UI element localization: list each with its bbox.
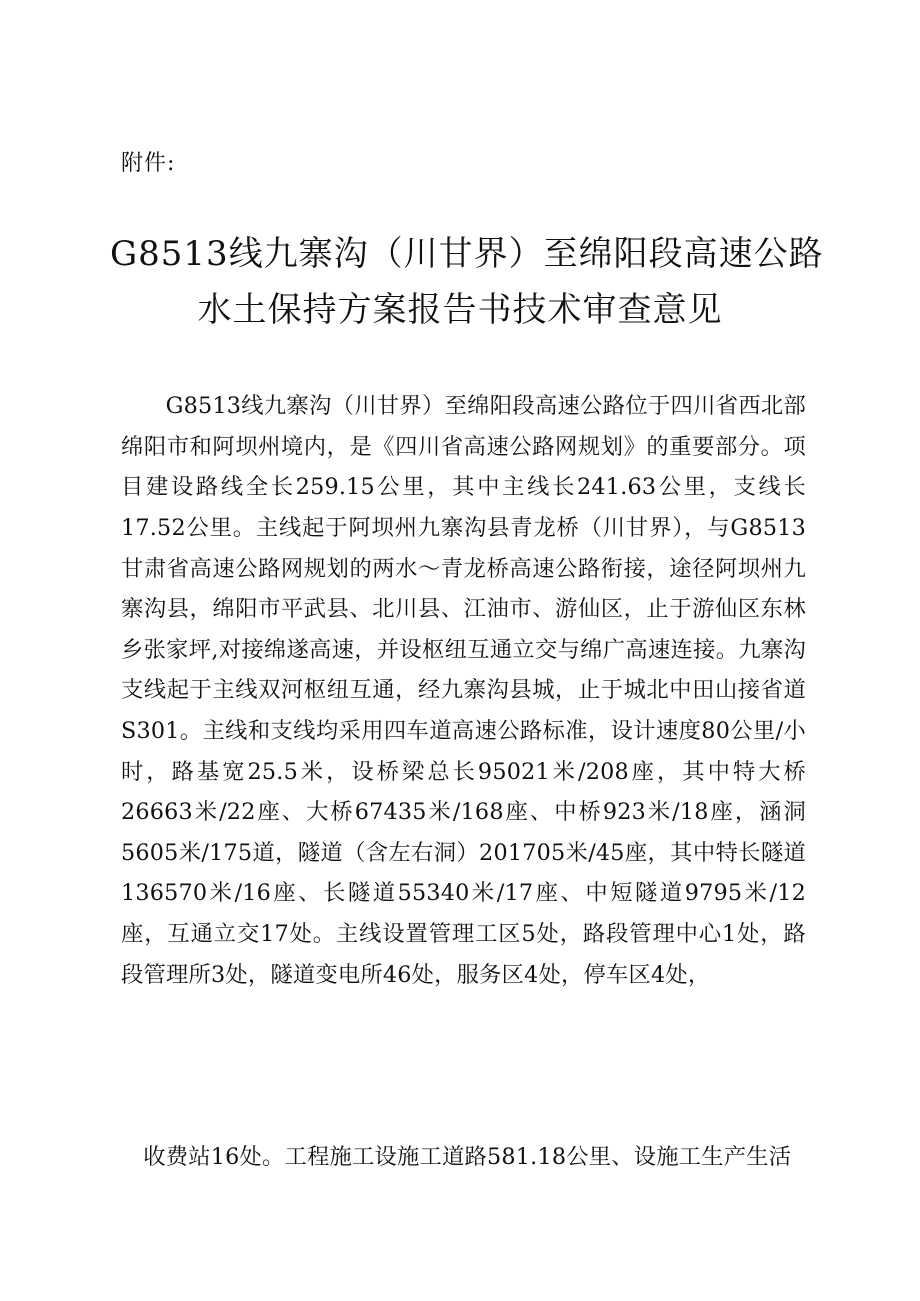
attachment-label: 附件: xyxy=(121,151,176,176)
document-title xyxy=(110,226,824,338)
title-line-2: 水土保持方案报告书技术审查意见 xyxy=(197,290,723,330)
continuation-line: 收费站16处。工程施工设施工道路581.18公里、设施工生产生活 xyxy=(143,1144,792,1171)
title-line-1: G8513线九寨沟（川甘界）至绵阳段高速公路 xyxy=(110,234,824,274)
body-paragraph: G8513线九寨沟（川甘界）至绵阳段高速公路位于四川省西北部绵阳市和阿坝州境内，是《四川省高速公路网规划》的重要部分。项目建设路线全长259.15公里，其中主线长241.63公里，支线长17.52公里。主线起于阿坝州九寨沟县青龙桥（川甘界），与G8513甘肃省高速公路网规划的两水～青龙桥高速公路衔接，途径阿坝州九寨沟县，绵阳市平武县、北川县、江油市、游仙区，止于游仙区东林乡张家坪,对接绵遂高速，并设枢纽互通立交与绵广高速连接。九寨沟支线起于主线双河枢纽互通，经九寨沟县城，止于城北中田山接省道S301。主线和支线均采用四车道高速公路标准，设计速度80公里/小时，路基宽25.5米，设桥梁总长95021米/208座，其中特大桥26663米/22座、大桥67435米/168座、中桥923米/18座，涵洞5605米/175道，隧道（含左右洞）201705米/45座，其中特长隧道136570米/16座、长隧道55340米/17座、中短隧道9795米/12座，互通立交17处。主线设置管理工区5处，路段管理中心1处，路段管理所3处，隧道变电所46处，服务区4处，停车区4处， xyxy=(121,393,806,988)
